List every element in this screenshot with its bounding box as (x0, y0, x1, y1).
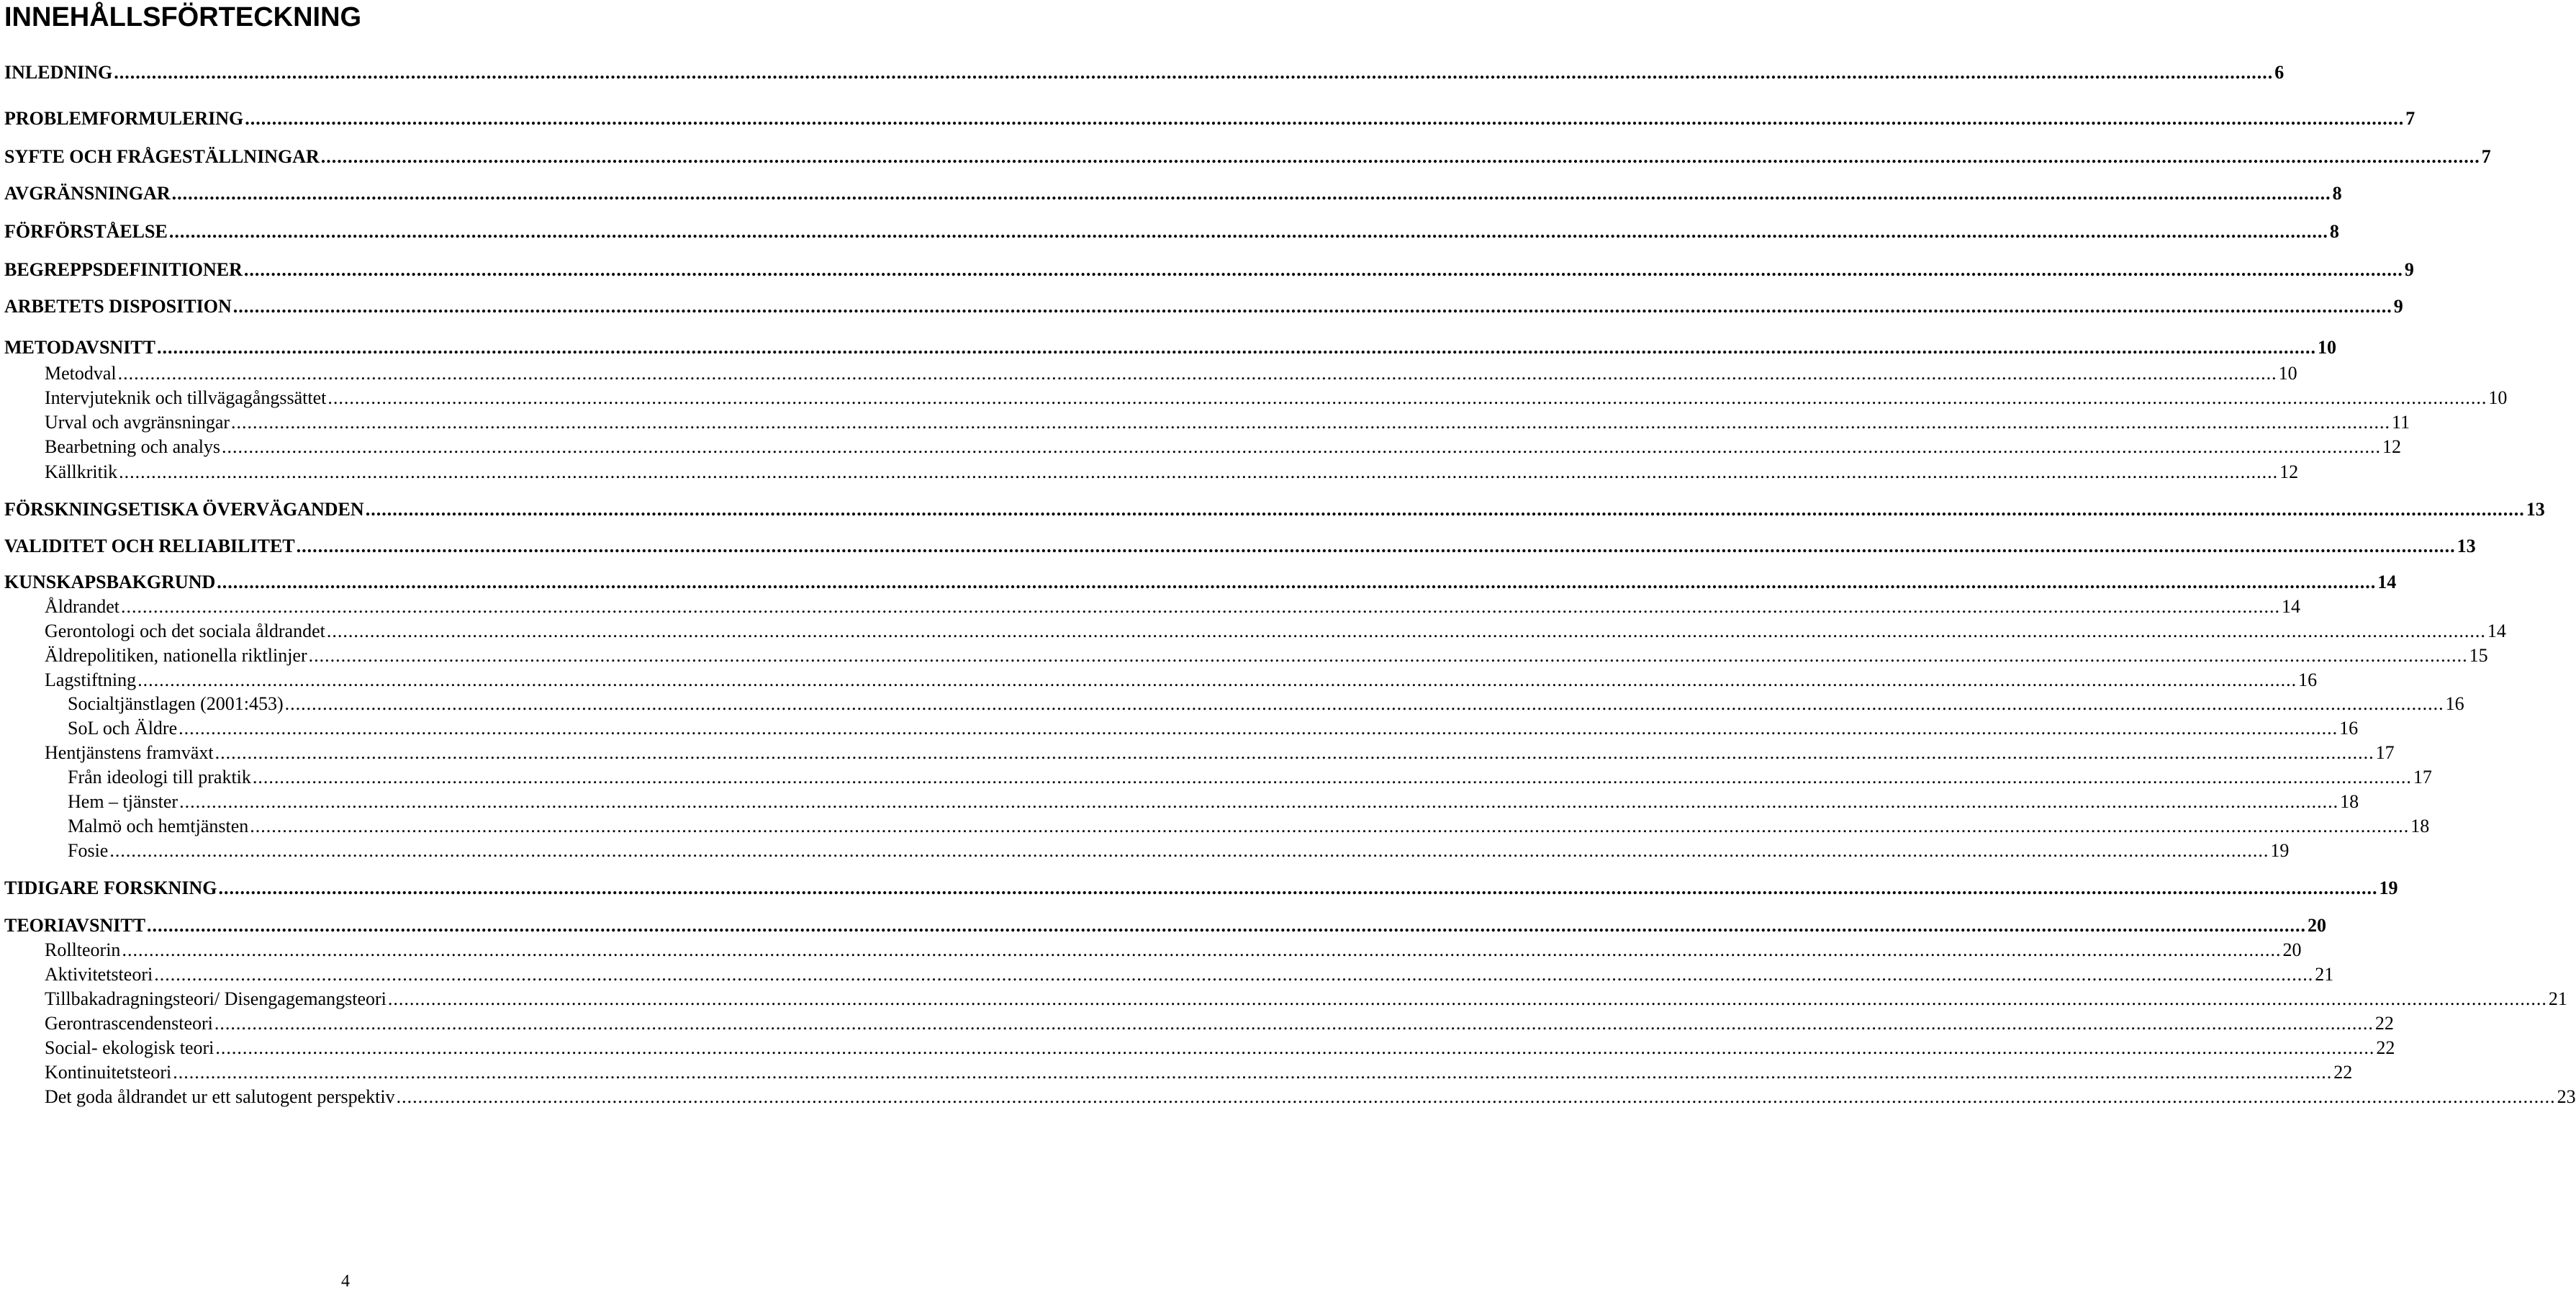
dot-leader: ................................................................................................................................................................................................................................................................................................................................................................................................................ (250, 816, 2410, 836)
toc-entry-page: 7 (2481, 146, 2491, 167)
toc-entry-label: Det goda åldrandet ur ett salutogent perspektiv (45, 1086, 395, 1107)
toc-entry[interactable] (4, 145, 2491, 168)
toc-entry[interactable] (45, 669, 2318, 692)
toc-entry-label: SoL och Äldre (68, 718, 178, 739)
toc-entry-label: Hem – tjänster (68, 791, 178, 812)
toc-entry[interactable] (4, 258, 2414, 281)
toc-entry-label: Malmö och hemtjänsten (68, 816, 249, 836)
dot-leader: ................................................................................................................................................................................................................................................................................................................................................................................................................ (215, 1037, 2375, 1058)
dot-leader: ................................................................................................................................................................................................................................................................................................................................................................................................................ (157, 337, 2316, 358)
toc-entry[interactable] (45, 1012, 2394, 1035)
toc-entry[interactable] (45, 436, 2402, 459)
toc-entry-page: 22 (2374, 1013, 2394, 1034)
toc-entry-label: Social- ekologisk teori (45, 1037, 214, 1058)
toc-entry-page: 19 (2379, 877, 2398, 898)
toc-entry-page: 10 (2488, 387, 2508, 408)
toc-entry-page: 10 (2318, 337, 2336, 358)
toc-entry-label: Tillbakadragningsteori/ Disengagemangsteori (45, 988, 387, 1009)
toc-entry[interactable] (68, 717, 2359, 740)
toc-entry-label: Aktivitetsteori (45, 964, 153, 985)
dot-leader: ................................................................................................................................................................................................................................................................................................................................................................................................................ (214, 742, 2374, 763)
toc-entry[interactable] (45, 387, 2508, 410)
toc-entry-page: 9 (2393, 296, 2403, 317)
toc-entry[interactable] (45, 362, 2297, 385)
toc-entry-page: 19 (2270, 840, 2290, 861)
toc-entry[interactable] (4, 61, 2284, 84)
toc-entry-label: Från ideologi till praktik (68, 767, 251, 788)
page-number: 4 (341, 1272, 350, 1291)
toc-entry-page: 14 (2377, 572, 2397, 592)
toc-entry[interactable] (68, 815, 2430, 838)
toc-entry-label: Metodval (45, 363, 117, 384)
toc-entry[interactable] (45, 411, 2410, 434)
dot-leader: ................................................................................................................................................................................................................................................................................................................................................................................................................ (154, 964, 2314, 985)
toc-entry-label: SYFTE OCH FRÅGESTÄLLNINGAR (4, 146, 320, 167)
dot-leader: ................................................................................................................................................................................................................................................................................................................................................................................................................ (122, 939, 2282, 960)
toc-entry-page: 12 (2279, 461, 2299, 482)
toc-entry-page: 6 (2274, 62, 2284, 83)
toc-entry-label: Källkritik (45, 461, 118, 482)
toc-entry-page: 9 (2404, 259, 2414, 280)
toc-entry-label: Fosie (68, 840, 109, 861)
toc-entry-page: 18 (2340, 791, 2359, 812)
toc-entry[interactable] (68, 692, 2464, 716)
toc-entry-label: KUNSKAPSBAKGRUND (4, 572, 216, 592)
toc-entry[interactable] (4, 914, 2327, 937)
toc-entry[interactable] (45, 939, 2302, 962)
toc-entry-label: Hentjänstens framväxt (45, 742, 214, 763)
toc-entry-page: 13 (2526, 499, 2545, 520)
toc-entry-label: Äldrepolitiken, nationella riktlinjer (45, 645, 307, 666)
toc-entry[interactable] (45, 461, 2299, 484)
toc-entry-label: Gerontrascendensteori (45, 1013, 213, 1034)
dot-leader: ................................................................................................................................................................................................................................................................................................................................................................................................................ (327, 387, 2487, 408)
dot-leader: ................................................................................................................................................................................................................................................................................................................................................................................................................ (179, 791, 2339, 812)
toc-entry-label: FÖRFÖRSTÅELSE (4, 221, 168, 242)
toc-entry-page: 13 (2457, 536, 2476, 556)
dot-leader: ................................................................................................................................................................................................................................................................................................................................................................................................................ (296, 536, 2456, 556)
toc-entry-label: Gerontologi och det sociala åldrandet (45, 621, 325, 641)
toc-entry-page: 16 (2298, 669, 2318, 690)
dot-leader: ................................................................................................................................................................................................................................................................................................................................................................................................................ (365, 499, 2525, 520)
toc-entry-page: 14 (2281, 596, 2300, 617)
toc-entry-page: 15 (2469, 645, 2488, 666)
toc-entry[interactable] (4, 295, 2403, 318)
toc-entry-page: 8 (2332, 183, 2342, 204)
toc-entry-label: Socialtjänstlagen (2001:453) (68, 693, 284, 714)
toc-entry-label: TIDIGARE FORSKNING (4, 877, 217, 898)
toc-entry-label: BEGREPPSDEFINITIONER (4, 259, 243, 280)
dot-leader: ................................................................................................................................................................................................................................................................................................................................................................................................................ (119, 461, 2279, 482)
toc-entry-page: 20 (2308, 915, 2327, 936)
toc-entry-page: 10 (2278, 363, 2297, 384)
dot-leader: ................................................................................................................................................................................................................................................................................................................................................................................................................ (243, 259, 2403, 280)
toc-entry-page: 16 (2339, 718, 2359, 739)
dot-leader: ................................................................................................................................................................................................................................................................................................................................................................................................................ (308, 645, 2468, 666)
dot-leader: ................................................................................................................................................................................................................................................................................................................................................................................................................ (178, 718, 2338, 739)
toc-entry[interactable] (68, 790, 2359, 813)
toc-entry-page: 7 (2405, 108, 2415, 129)
toc-entry-label: FÖRSKNINGSETISKA ÖVERVÄGANDEN (4, 499, 364, 520)
toc-entry-label: Lagstiftning (45, 669, 137, 690)
toc-entry-label: Rollteorin (45, 939, 121, 960)
dot-leader: ................................................................................................................................................................................................................................................................................................................................................................................................................ (171, 183, 2331, 204)
dot-leader: ................................................................................................................................................................................................................................................................................................................................................................................................................ (231, 412, 2391, 433)
toc-entry-label: Kontinuitetsteori (45, 1062, 172, 1083)
toc-entry-label: ARBETETS DISPOSITION (4, 296, 232, 317)
toc-entry-label: METODAVSNITT (4, 337, 155, 358)
toc-entry-page: 21 (2315, 964, 2334, 985)
toc-entry-page: 22 (2376, 1037, 2395, 1058)
dot-leader: ................................................................................................................................................................................................................................................................................................................................................................................................................ (245, 108, 2405, 129)
toc-entry[interactable] (45, 595, 2300, 618)
dot-leader: ................................................................................................................................................................................................................................................................................................................................................................................................................ (114, 62, 2274, 83)
toc-entry-page: 18 (2410, 816, 2430, 836)
toc-entry[interactable] (45, 741, 2395, 764)
dot-leader: ................................................................................................................................................................................................................................................................................................................................................................................................................ (320, 146, 2480, 167)
toc-entry[interactable] (4, 220, 2339, 243)
toc-entry-page: 17 (2375, 742, 2395, 763)
dot-leader: ................................................................................................................................................................................................................................................................................................................................................................................................................ (232, 296, 2392, 317)
toc-entry-page: 14 (2487, 621, 2506, 641)
dot-leader: ................................................................................................................................................................................................................................................................................................................................................................................................................ (218, 877, 2378, 898)
toc-entry-page: 21 (2548, 988, 2567, 1009)
toc-entry[interactable] (4, 571, 2397, 594)
dot-leader: ................................................................................................................................................................................................................................................................................................................................................................................................................ (147, 915, 2307, 936)
toc-entry-label: Åldrandet (45, 596, 119, 617)
dot-leader: ................................................................................................................................................................................................................................................................................................................................................................................................................ (284, 693, 2444, 714)
toc-entry[interactable] (45, 988, 2567, 1011)
toc-entry[interactable] (4, 182, 2342, 205)
toc-entry-label: INLEDNING (4, 62, 113, 83)
toc-entry[interactable] (68, 766, 2432, 789)
toc-entry-page: 17 (2413, 767, 2432, 788)
toc-entry-page: 8 (2329, 221, 2339, 242)
toc-entry[interactable] (4, 107, 2415, 130)
toc-entry-label: Intervjuteknik och tillvägagångssättet (45, 387, 327, 408)
toc-entry[interactable] (4, 336, 2336, 359)
dot-leader: ................................................................................................................................................................................................................................................................................................................................................................................................................ (168, 221, 2328, 242)
toc-entry[interactable] (45, 620, 2506, 643)
toc-entry[interactable] (45, 1061, 2353, 1084)
toc-entry-page: 16 (2445, 693, 2464, 714)
toc-entry-label: PROBLEMFORMULERING (4, 108, 244, 129)
dot-leader: ................................................................................................................................................................................................................................................................................................................................................................................................................ (326, 621, 2486, 641)
toc-entry-label: VALIDITET OCH RELIABILITET (4, 536, 295, 556)
page-title: INNEHÅLLSFÖRTECKNING (4, 2, 362, 32)
toc-entry-page: 22 (2333, 1062, 2353, 1083)
dot-leader: ................................................................................................................................................................................................................................................................................................................................................................................................................ (173, 1062, 2333, 1083)
dot-leader: ................................................................................................................................................................................................................................................................................................................................................................................................................ (214, 1013, 2374, 1034)
toc-entry-page: 11 (2392, 412, 2410, 433)
toc-entry-label: TEORIAVSNITT (4, 915, 146, 936)
toc-entry[interactable] (4, 877, 2398, 900)
toc-entry-label: Bearbetning och analys (45, 436, 221, 457)
toc-entry[interactable] (4, 498, 2545, 521)
toc-entry[interactable] (45, 963, 2334, 986)
dot-leader: ................................................................................................................................................................................................................................................................................................................................................................................................................ (387, 988, 2547, 1009)
toc-entry-label: Urval och avgränsningar (45, 412, 230, 433)
dot-leader: ................................................................................................................................................................................................................................................................................................................................................................................................................ (396, 1086, 2556, 1107)
toc-entry-page: 23 (2557, 1086, 2576, 1107)
dot-leader: ................................................................................................................................................................................................................................................................................................................................................................................................................ (109, 840, 2269, 861)
dot-leader: ................................................................................................................................................................................................................................................................................................................................................................................................................ (222, 436, 2382, 457)
toc-entry[interactable] (4, 535, 2476, 558)
toc-entry[interactable] (68, 839, 2290, 862)
toc-entry[interactable] (45, 1086, 2576, 1109)
toc-entry-label: AVGRÄNSNINGAR (4, 183, 171, 204)
dot-leader: ................................................................................................................................................................................................................................................................................................................................................................................................................ (217, 572, 2377, 592)
toc-entry[interactable] (45, 1037, 2395, 1060)
toc-entry[interactable] (45, 644, 2488, 667)
dot-leader: ................................................................................................................................................................................................................................................................................................................................................................................................................ (252, 767, 2412, 788)
toc-entry-page: 20 (2282, 939, 2302, 960)
toc-entry-page: 12 (2382, 436, 2402, 457)
dot-leader: ................................................................................................................................................................................................................................................................................................................................................................................................................ (117, 363, 2277, 384)
dot-leader: ................................................................................................................................................................................................................................................................................................................................................................................................................ (120, 596, 2280, 617)
dot-leader: ................................................................................................................................................................................................................................................................................................................................................................................................................ (137, 669, 2297, 690)
